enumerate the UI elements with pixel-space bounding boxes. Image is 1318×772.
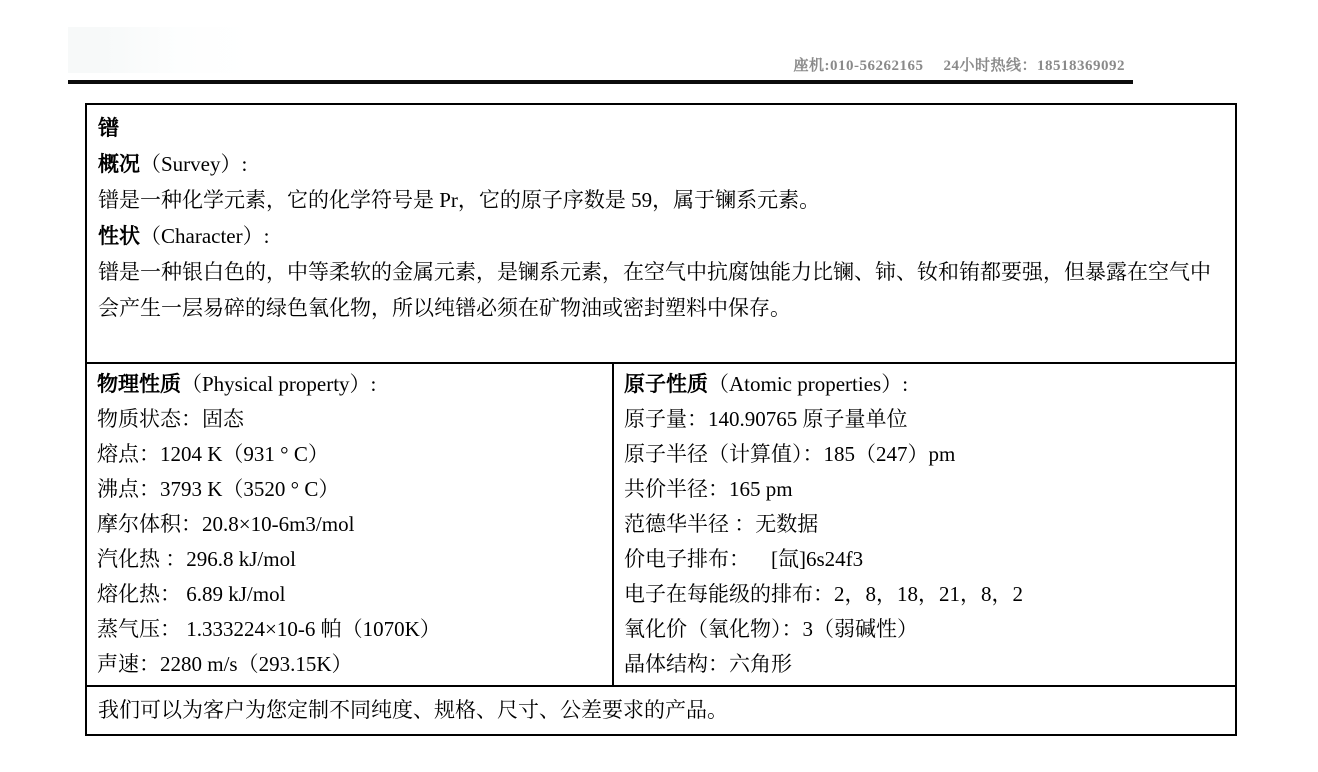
atomic-properties-label: 原子性质 <box>624 372 708 396</box>
property-row: 声速：2280 m/s（293.15K） <box>97 652 353 676</box>
element-info-table <box>85 103 1237 736</box>
logo <box>68 27 253 73</box>
survey-heading <box>98 146 1223 182</box>
property-row: 蒸气压： 1.333224×10-6 帕（1070K） <box>97 617 441 641</box>
hotline-number: 24小时热线：18518369092 <box>943 58 1125 74</box>
property-row: 范德华半径 ：无数据 <box>624 512 819 536</box>
property-row: 汽化热 ：296.8 kJ/mol <box>97 547 296 571</box>
header-divider <box>68 80 1133 84</box>
property-row: 共价半径：165 pm <box>624 477 793 501</box>
character-suffix: （Character）: <box>140 224 270 248</box>
property-row: 摩尔体积：20.8×10-6m3/mol <box>97 512 355 536</box>
landline-number: 座机:010-56262165 <box>793 58 924 74</box>
character-text: 镨是一种银白色的，中等柔软的金属元素，是镧系元素，在空气中抗腐蚀能力比镧、铈、钕和铕都要强，但暴露在空气中会产生一层易碎的绿色氧化物，所以纯镨必须在矿物油或密封塑料中保存。 <box>98 260 1211 320</box>
property-row: 电子在每能级的排布：2，8，18，21，8，2 <box>624 582 1023 606</box>
atomic-properties-cell <box>612 364 1235 685</box>
header-contact <box>793 54 1125 75</box>
custom-order-note-section <box>87 685 1235 734</box>
physical-properties-suffix: （Physical property）: <box>181 372 377 396</box>
property-row: 原子半径（计算值）：185（247）pm <box>624 442 956 466</box>
property-row: 熔点：1204 K（931 ° C） <box>97 442 329 466</box>
custom-order-note: 我们可以为客户为您定制不同纯度、规格、尺寸、公差要求的产品。 <box>98 698 728 722</box>
property-row: 熔化热： 6.89 kJ/mol <box>97 582 286 606</box>
character-heading <box>98 218 1223 254</box>
property-row: 沸点：3793 K（3520 ° C） <box>97 477 340 501</box>
survey-label: 概况 <box>98 152 140 176</box>
property-row: 价电子排布： [氙]6s24f3 <box>624 547 864 571</box>
physical-properties-label: 物理性质 <box>97 372 181 396</box>
properties-section <box>87 362 1235 685</box>
atomic-properties-suffix: （Atomic properties）: <box>708 372 909 396</box>
physical-properties-cell <box>87 364 612 685</box>
intro-section <box>87 105 1235 362</box>
survey-suffix: （Survey）: <box>140 152 248 176</box>
property-row: 氧化价（氧化物）：3（弱碱性） <box>624 617 918 641</box>
survey-text: 镨是一种化学元素，它的化学符号是 Pr，它的原子序数是 59，属于镧系元素。 <box>98 188 821 212</box>
physical-properties-heading <box>97 367 602 402</box>
element-title: 镨 <box>98 116 119 140</box>
property-row: 晶体结构：六角形 <box>624 652 792 676</box>
character-label: 性状 <box>98 224 140 248</box>
atomic-properties-heading <box>624 367 1225 402</box>
property-row: 物质状态：固态 <box>97 407 244 431</box>
property-row: 原子量：140.90765 原子量单位 <box>624 407 908 431</box>
